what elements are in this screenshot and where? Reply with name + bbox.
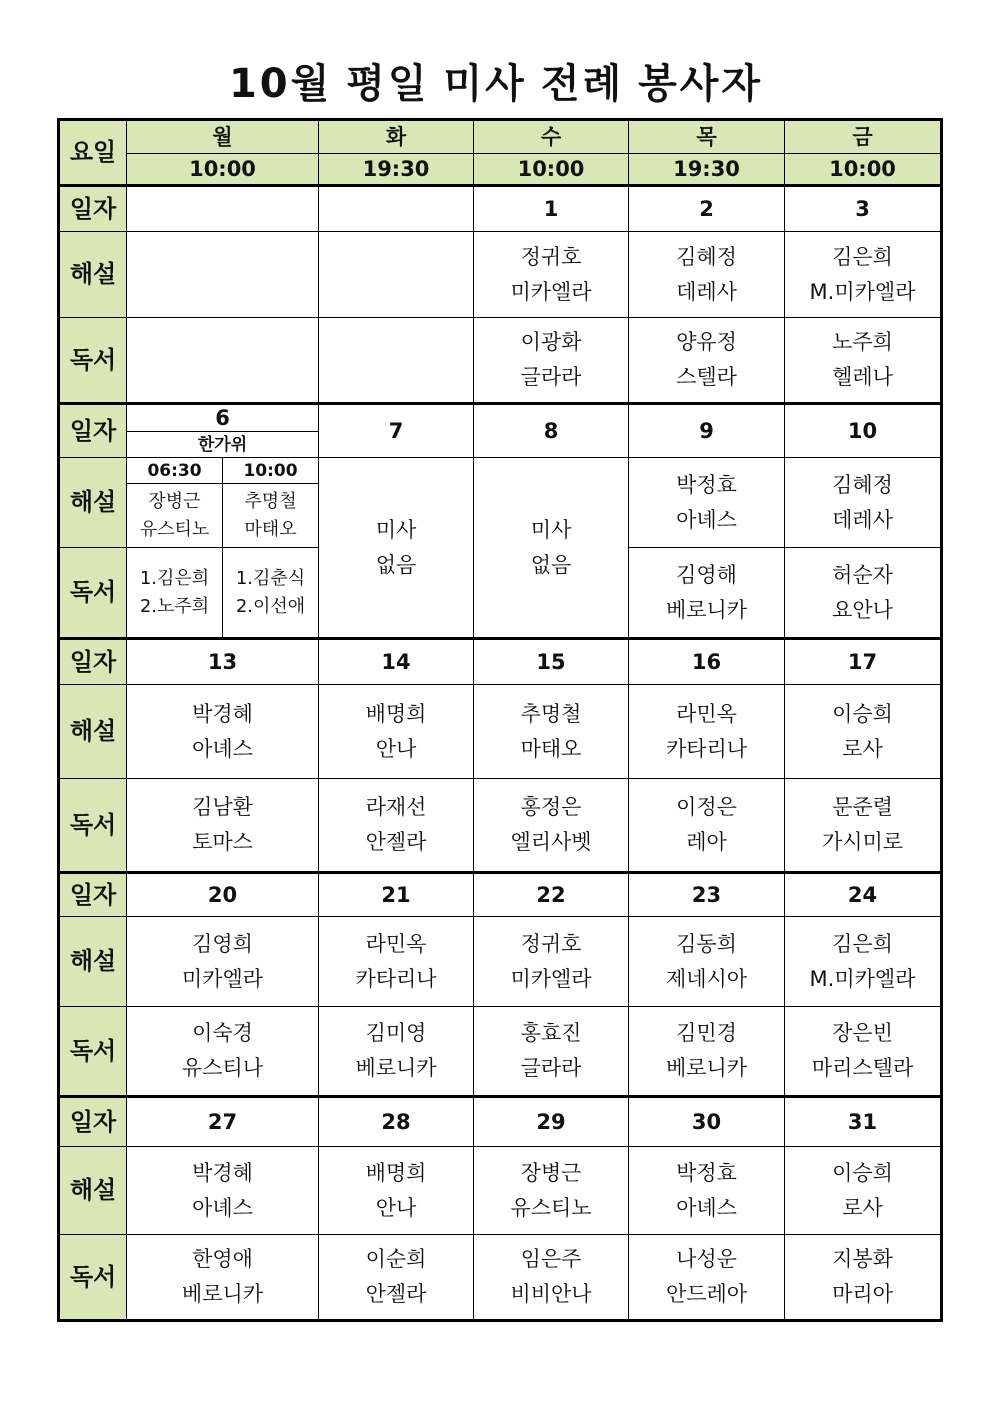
reading-cell (474, 779, 629, 873)
commentary-cell (629, 685, 785, 779)
commentary-cell (474, 232, 629, 318)
volunteer-name: 박정효 (676, 1160, 737, 1185)
saint-name: 제네시아 (665, 966, 748, 991)
day-fri: 금 (785, 120, 942, 154)
date-cell: 24 (785, 873, 942, 917)
week1-date-row (59, 186, 942, 232)
volunteer-name: 장병근 (520, 1160, 582, 1185)
saint-name: 레아 (686, 830, 727, 854)
reading-cell (629, 1235, 785, 1321)
date-cell (319, 186, 474, 232)
day-thu: 목 (629, 120, 785, 154)
reading-cell (127, 548, 223, 639)
commentary-cell (474, 917, 629, 1007)
time-tue: 19:30 (319, 154, 474, 186)
volunteer-name: 이승희 (832, 701, 893, 726)
date-cell: 8 (474, 404, 629, 458)
commentary-cell (319, 685, 474, 779)
date-label: 일자 (59, 1097, 127, 1147)
day-wed: 수 (474, 120, 629, 154)
saint-name: 유스티노 (510, 1195, 592, 1220)
commentary-label: 해설 (59, 232, 127, 318)
time-thu: 19:30 (629, 154, 785, 186)
volunteer-name: 김민경 (676, 1021, 737, 1045)
reading-cell (319, 1007, 474, 1097)
saint-name: 미카엘라 (510, 966, 592, 991)
date-cell: 3 (785, 186, 942, 232)
time-wed: 10:00 (474, 154, 629, 186)
reading-cell (319, 318, 474, 404)
saint-name: 카타리나 (665, 736, 748, 761)
mass-time-late: 10:00 (223, 458, 319, 484)
volunteer-name: 1.김은희 (139, 567, 210, 589)
no-mass-text-a: 미사 (530, 517, 572, 542)
volunteer-name: 정귀호 (520, 244, 582, 269)
commentary-label: 해설 (59, 1147, 127, 1235)
volunteer-name: 김은희 (832, 931, 893, 956)
volunteer-name: 이순희 (365, 1247, 427, 1271)
commentary-cell (629, 1147, 785, 1235)
volunteer-name: 지봉화 (832, 1247, 893, 1271)
volunteer-name: 배명희 (365, 1160, 427, 1185)
saint-name: 베로니카 (665, 1056, 748, 1080)
saint-name: 안젤라 (365, 1282, 427, 1306)
reading-cell (127, 1235, 319, 1321)
date-cell: 14 (319, 639, 474, 685)
volunteer-name: 김미영 (365, 1021, 427, 1045)
title-word-1: 평일 (346, 61, 430, 107)
reading-cell (319, 779, 474, 873)
commentary-cell (474, 685, 629, 779)
volunteer-name: 나성운 (676, 1247, 737, 1271)
saint-name: M.미카엘라 (809, 966, 916, 991)
saint-name: 아녜스 (676, 1195, 737, 1220)
volunteer-name: 김영희 (192, 931, 253, 956)
reading-cell (785, 779, 942, 873)
volunteer-name: 배명희 (365, 701, 427, 726)
saint-name: 안젤라 (365, 830, 427, 854)
date-cell: 7 (319, 404, 474, 458)
date-cell: 13 (127, 639, 319, 685)
time-fri: 10:00 (785, 154, 942, 186)
mass-time-early: 06:30 (127, 458, 223, 484)
saint-name: 유스티나 (181, 1056, 264, 1080)
week5-reading-row (59, 1235, 942, 1321)
saint-name: 글라라 (520, 365, 582, 389)
date-cell: 21 (319, 873, 474, 917)
reading-cell (785, 548, 942, 639)
commentary-cell (785, 232, 942, 318)
commentary-cell (127, 484, 223, 548)
reading-cell (474, 1007, 629, 1097)
reading-label: 독서 (59, 1007, 127, 1097)
saint-name: 마리스텔라 (811, 1056, 914, 1080)
date-cell: 23 (629, 873, 785, 917)
volunteer-name: 김혜정 (832, 472, 893, 497)
reading-cell (474, 1235, 629, 1321)
day-of-week-label: 요일 (59, 120, 127, 186)
saint-name: 마리아 (832, 1282, 893, 1306)
commentary-cell (127, 1147, 319, 1235)
saint-name: 토마스 (192, 830, 253, 854)
volunteer-name: 홍정은 (520, 795, 582, 819)
saint-name: 유스티노 (139, 518, 210, 540)
date-cell: 17 (785, 639, 942, 685)
week4-date-row (59, 873, 942, 917)
saint-name: 마태오 (244, 518, 297, 540)
volunteer-name: 라민옥 (676, 701, 737, 726)
commentary-cell (223, 484, 319, 548)
commentary-label: 해설 (59, 458, 127, 548)
week1-commentary-row (59, 232, 942, 318)
reading-cell (629, 318, 785, 404)
commentary-cell (127, 917, 319, 1007)
reading-cell (127, 779, 319, 873)
commentary-cell (474, 1147, 629, 1235)
week4-reading-row (59, 1007, 942, 1097)
saint-name: 미카엘라 (510, 279, 592, 304)
saint-name: 아녜스 (192, 736, 253, 761)
header-row-days (59, 120, 942, 154)
date-label: 일자 (59, 873, 127, 917)
title-month: 10월 (228, 61, 333, 107)
saint-name: 미카엘라 (181, 966, 264, 991)
no-mass-text-b: 없음 (530, 552, 572, 577)
saint-name: 헬레나 (832, 365, 893, 389)
saint-name: 데레사 (832, 507, 893, 532)
date-cell: 10 (785, 404, 942, 458)
saint-name: 베로니카 (181, 1282, 264, 1306)
volunteer-name: 정귀호 (520, 931, 582, 956)
date-cell: 15 (474, 639, 629, 685)
week3-date-row (59, 639, 942, 685)
commentary-cell (785, 685, 942, 779)
saint-name: 마태오 (520, 736, 582, 761)
saint-name: 엘리사벳 (510, 830, 592, 854)
week3-reading-row (59, 779, 942, 873)
volunteer-name: 장은빈 (832, 1021, 893, 1045)
title-word-2: 미사 (443, 61, 527, 107)
date-cell: 9 (629, 404, 785, 458)
volunteer-name: 2.이선애 (235, 595, 306, 617)
saint-name: 가시미로 (821, 830, 904, 854)
commentary-cell (127, 685, 319, 779)
header-row-times (59, 154, 942, 186)
saint-name: 데레사 (676, 279, 737, 304)
saint-name: 스텔라 (676, 365, 737, 389)
volunteer-name: 라재선 (365, 795, 427, 819)
saint-name: 글라라 (520, 1056, 582, 1080)
date-cell: 20 (127, 873, 319, 917)
saint-name: 베로니카 (355, 1056, 437, 1080)
day-tue: 화 (319, 120, 474, 154)
volunteer-name: 허순자 (832, 562, 893, 587)
date-cell: 1 (474, 186, 629, 232)
volunteer-name: 장병근 (148, 490, 201, 512)
reading-cell (629, 779, 785, 873)
date-cell: 22 (474, 873, 629, 917)
saint-name: 베로니카 (665, 597, 748, 622)
commentary-cell (319, 1147, 474, 1235)
title-word-4: 봉사자 (638, 61, 764, 107)
saint-name: 요안나 (832, 597, 893, 622)
volunteer-name: 김영해 (676, 562, 737, 587)
volunteer-name: 김은희 (832, 244, 893, 269)
volunteer-name: 임은주 (520, 1247, 582, 1271)
week3-commentary-row (59, 685, 942, 779)
week5-commentary-row (59, 1147, 942, 1235)
schedule-table (57, 118, 943, 1322)
date-label: 일자 (59, 639, 127, 685)
date-cell: 6 (127, 404, 319, 432)
saint-name: M.미카엘라 (809, 279, 916, 304)
volunteer-name: 박정효 (676, 472, 737, 497)
page-title (0, 52, 992, 109)
date-cell: 28 (319, 1097, 474, 1147)
volunteer-name: 2.노주희 (139, 595, 210, 617)
day-mon: 월 (127, 120, 319, 154)
reading-label: 독서 (59, 548, 127, 639)
saint-name: 로사 (842, 1195, 883, 1220)
holiday-label: 한가위 (127, 432, 319, 458)
volunteer-name: 홍효진 (520, 1021, 582, 1045)
volunteer-name: 김남환 (192, 795, 253, 819)
saint-name: 아녜스 (192, 1195, 253, 1220)
commentary-cell (127, 232, 319, 318)
reading-label: 독서 (59, 1235, 127, 1321)
date-cell: 31 (785, 1097, 942, 1147)
date-label: 일자 (59, 404, 127, 458)
reading-cell (629, 1007, 785, 1097)
reading-cell (474, 318, 629, 404)
date-cell: 27 (127, 1097, 319, 1147)
volunteer-name: 이정은 (676, 795, 737, 819)
reading-cell (785, 1235, 942, 1321)
volunteer-name: 추명철 (244, 490, 297, 512)
volunteer-name: 라민옥 (365, 931, 427, 956)
date-cell: 2 (629, 186, 785, 232)
volunteer-name: 김혜정 (676, 244, 737, 269)
volunteer-name: 이숙경 (192, 1021, 253, 1045)
volunteer-name: 박경혜 (192, 701, 253, 726)
date-cell: 30 (629, 1097, 785, 1147)
commentary-cell (319, 232, 474, 318)
commentary-cell (629, 232, 785, 318)
no-mass-cell (474, 458, 629, 639)
commentary-cell (785, 917, 942, 1007)
commentary-cell (319, 917, 474, 1007)
volunteer-name: 1.김춘식 (235, 567, 306, 589)
volunteer-name: 이광화 (520, 330, 582, 354)
title-word-3: 전례 (540, 61, 625, 107)
reading-cell (127, 1007, 319, 1097)
volunteer-name: 박경혜 (192, 1160, 253, 1185)
volunteer-name: 이승희 (832, 1160, 893, 1185)
saint-name: 로사 (842, 736, 883, 761)
week2-commentary-times-row (59, 458, 942, 484)
reading-cell (223, 548, 319, 639)
week1-reading-row (59, 318, 942, 404)
no-mass-text-a: 미사 (375, 517, 417, 542)
date-cell (127, 186, 319, 232)
saint-name: 안드레아 (665, 1282, 748, 1306)
saint-name: 아녜스 (676, 507, 737, 532)
reading-cell (785, 1007, 942, 1097)
date-cell: 16 (629, 639, 785, 685)
saint-name: 카타리나 (355, 966, 437, 991)
commentary-label: 해설 (59, 685, 127, 779)
no-mass-text-b: 없음 (375, 552, 417, 577)
reading-cell (629, 548, 785, 639)
saint-name: 비비안나 (510, 1282, 592, 1306)
volunteer-name: 문준렬 (832, 795, 893, 819)
reading-cell (785, 318, 942, 404)
saint-name: 안나 (375, 1195, 417, 1220)
date-cell: 29 (474, 1097, 629, 1147)
volunteer-name: 노주희 (832, 330, 893, 354)
reading-cell (127, 318, 319, 404)
reading-label: 독서 (59, 779, 127, 873)
week5-date-row (59, 1097, 942, 1147)
volunteer-name: 추명철 (520, 701, 582, 726)
volunteer-name: 김동희 (676, 931, 737, 956)
reading-cell (319, 1235, 474, 1321)
no-mass-cell (319, 458, 474, 639)
commentary-cell (785, 458, 942, 548)
commentary-cell (629, 458, 785, 548)
commentary-cell (785, 1147, 942, 1235)
volunteer-name: 한영애 (192, 1247, 253, 1271)
commentary-label: 해설 (59, 917, 127, 1007)
commentary-cell (629, 917, 785, 1007)
week2-date-row (59, 404, 942, 432)
time-mon: 10:00 (127, 154, 319, 186)
reading-label: 독서 (59, 318, 127, 404)
volunteer-name: 양유정 (676, 330, 737, 354)
date-label: 일자 (59, 186, 127, 232)
saint-name: 안나 (375, 736, 417, 761)
week4-commentary-row (59, 917, 942, 1007)
